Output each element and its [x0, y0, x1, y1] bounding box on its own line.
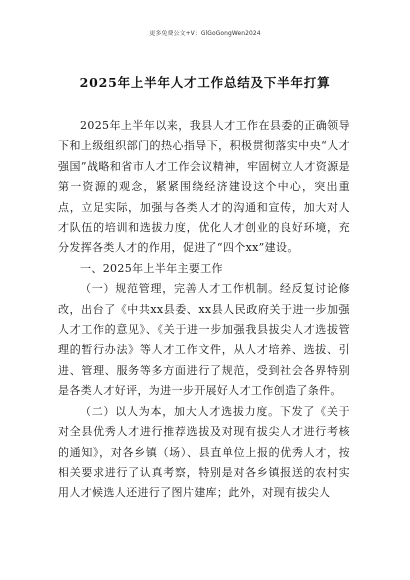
- intro-paragraph: 2025年上半年以来，我县人才工作在县委的正确领导下和上级组织部门的热心指导下，积极贯彻落实中央“人才强国”战略和省市人才工作会议精神，牢固树立人才资源是第一资源的观念，紧紧围绕经济建设这个中心，突出重点，立足实际，加强与各类人才的沟通和宣传，加大对人才队伍的培训和选拔力度，优化人才创业的良好环境，充分发挥各类人才的作用，促进了“四个xx”建设。: [58, 119, 350, 255]
- document-title: 2025年上半年人才工作总结及下半年打算: [79, 75, 331, 90]
- paragraph-selection: （二）以人为本，加大人才选拔力度。下发了《关于对全县优秀人才进行推荐选拔及对现有拔尖人才进行考核的通知》，对各乡镇（场）、县直单位上报的优秀人才，按相关要求进行了认真考察，特别是对各乡镇报送的农村实用人才候选人还进行了图片建库；此外，对现有拔尖人: [58, 404, 350, 500]
- document-body: [58, 116, 350, 504]
- header-note: 更多免费公文+V：GlGoGongWen2024: [149, 29, 261, 37]
- section-heading: 一、2025年上半年主要工作: [80, 261, 223, 275]
- paragraph-management: （一）规范管理，完善人才工作机制。经反复讨论修改，出台了《中共xx县委、xx县人民政府关于进一步加强人才工作的意见》、《关于进一步加强我县拔尖人才选拔管理的暂行办法》等人才工作文件，从人才培养、选拔、引进、管理、服务等多方面进行了规范，受到社会各界特别是各类人才好评，为进一步开展好人才工作创造了条件。: [58, 282, 350, 398]
